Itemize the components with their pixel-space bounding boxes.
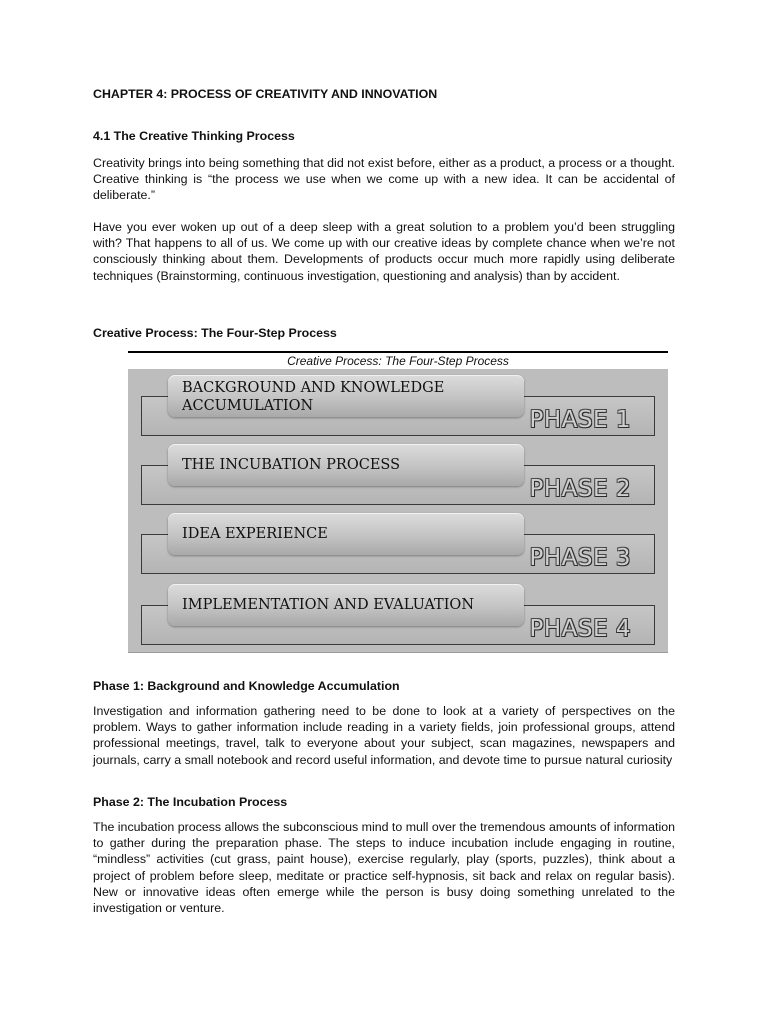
phase1-paragraph: Investigation and information gathering need to be done to look at a variety of perspectives on the problem. Ways to gather information include reading in a variety fields, join professional groups, attend professional meetings, travel, talk to everyone about your subject, scan magazines, newspapers and journals, carry a small notebook and record useful information, and devote time to pursue natural curiosity xyxy=(93,704,675,767)
phase-label: IMPLEMENTATION AND EVALUATION xyxy=(182,597,475,613)
phase2-paragraph: The incubation process allows the subconscious mind to mull over the tremendous amounts of information to gather during the preparation phase. The steps to induce incubation include engaging in routine, “mindless” activities (cut grass, paint house), exercise regularly, play (sports, puzzles), think about a project of problem before sleep, meditate or practice self-hypnosis, sit back and relax on regular basis). New or innovative ideas often emerge while the person is busy doing something unrelated to the investigation or venture. xyxy=(93,820,675,916)
phase-label: THE INCUBATION PROCESS xyxy=(182,457,401,473)
intro-paragraph-2: Have you ever woken up out of a deep sleep with a great solution to a problem you’d been struggling with? That happens to all of us. We come up with our creative ideas by complete chance when we’re not consciously thinking about them. Developments of products occur much more rapidly using deliberate techniques (Brainstorming, continuous investigation, questioning and analysis) than by accident. xyxy=(93,220,675,283)
chapter-title: CHAPTER 4: PROCESS OF CREATIVITY AND INNOVATION xyxy=(93,87,438,101)
phase-label-box xyxy=(168,513,524,555)
figure-top-rule xyxy=(128,351,668,353)
phase-row-3 xyxy=(141,526,655,574)
phase-label-box xyxy=(168,584,524,626)
intro-paragraph-1: Creativity brings into being something that did not exist before, either as a product, a process or a thought. Creative thinking is “the process we use when we come up with a new idea. It can be accidental of deliberate.” xyxy=(93,156,676,203)
four-step-process-diagram xyxy=(128,351,668,653)
figure-caption: Creative Process: The Four-Step Process xyxy=(287,354,509,368)
phase-row-4 xyxy=(141,597,655,645)
phase-row-1 xyxy=(141,380,655,436)
phase-number: PHASE 2 xyxy=(529,476,631,502)
section-title: 4.1 The Creative Thinking Process xyxy=(93,129,295,143)
phase-number: PHASE 3 xyxy=(529,545,631,571)
phase-row-2 xyxy=(141,457,655,505)
figure-heading: Creative Process: The Four-Step Process xyxy=(93,326,337,340)
phase2-heading: Phase 2: The Incubation Process xyxy=(93,795,288,809)
phase1-heading: Phase 1: Background and Knowledge Accumulation xyxy=(93,679,400,693)
phase-label: BACKGROUND AND KNOWLEDGE ACCUMULATION xyxy=(182,380,445,414)
phase-label: IDEA EXPERIENCE xyxy=(182,526,328,542)
diagram-panel xyxy=(128,369,668,653)
phase-number: PHASE 4 xyxy=(529,616,631,642)
phase-label-box xyxy=(168,444,524,486)
phase-number: PHASE 1 xyxy=(529,407,631,433)
phase-label-box xyxy=(168,375,524,417)
